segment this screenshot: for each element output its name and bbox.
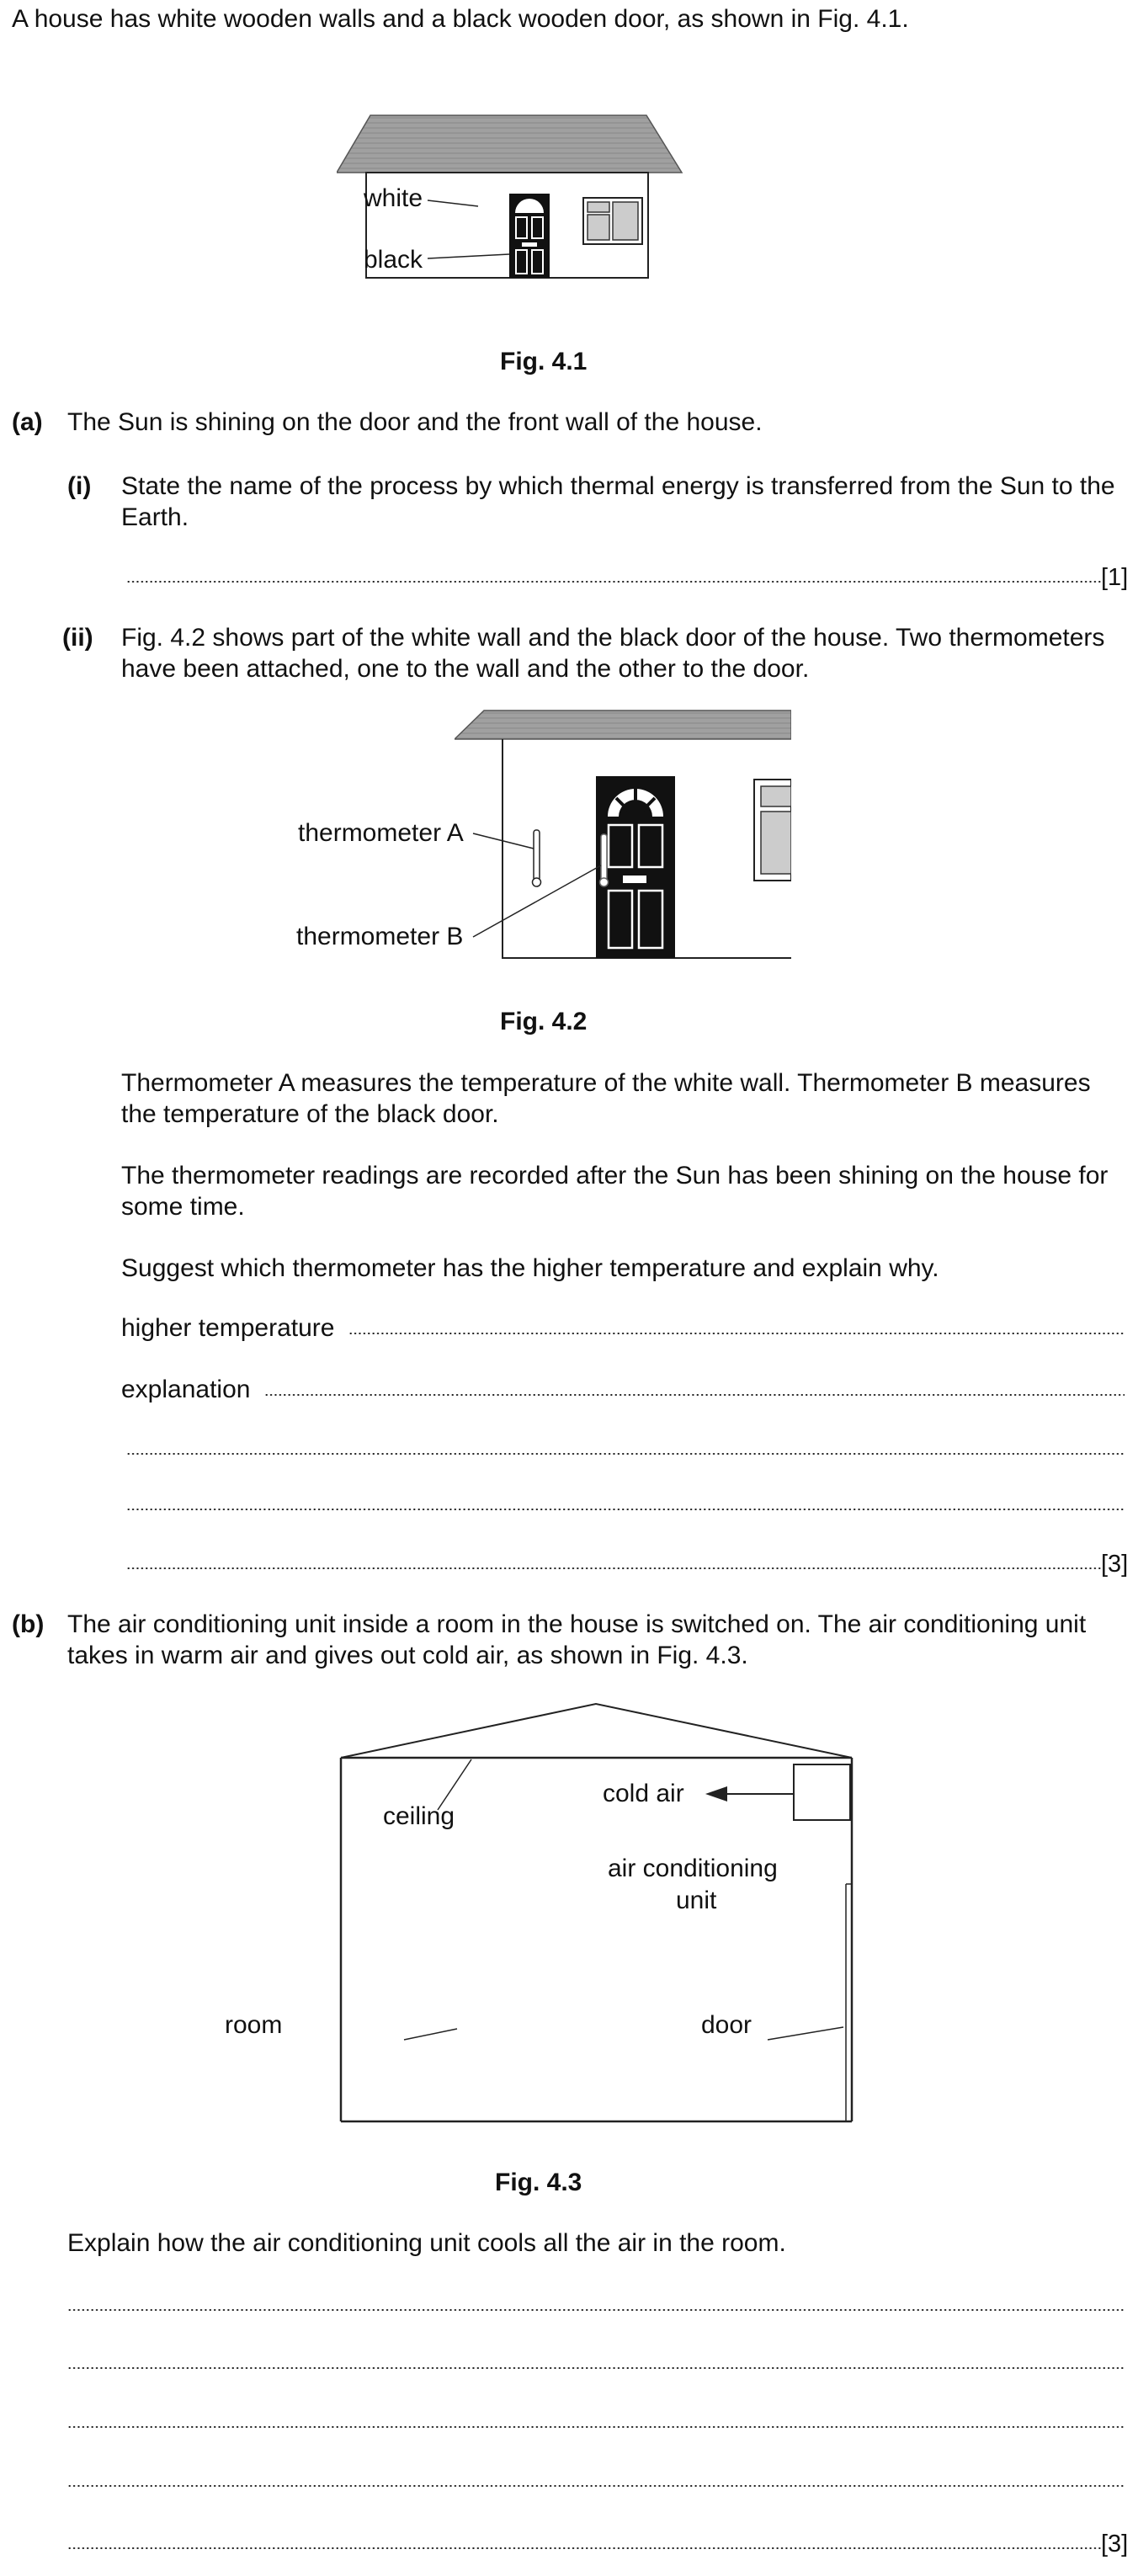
explanation-label: explanation [121, 1376, 251, 1403]
fig42-label-a: thermometer A [298, 819, 464, 847]
fig43-caption: Fig. 4.3 [495, 2169, 582, 2196]
part-a-ii-para2-line2: some time. [121, 1193, 245, 1221]
higher-temperature-label: higher temperature [121, 1314, 335, 1342]
fig42-caption: Fig. 4.2 [500, 1008, 588, 1035]
part-a-ii-line2: have been attached, one to the wall and the other to the door. [121, 655, 810, 683]
fig43-label-ceiling: ceiling [383, 1802, 455, 1830]
fig43-label-room: room [225, 2011, 283, 2039]
fig43-label-cold-air: cold air [603, 1780, 684, 1807]
part-b-label: (b) [12, 1610, 45, 1638]
air-conditioning-unit [794, 1764, 850, 1820]
fig43-label-unit-line2: unit [676, 1887, 717, 1914]
fig43-label-unit-line1: air conditioning [608, 1855, 778, 1882]
leader-door [768, 2027, 843, 2040]
mark-a-ii: [3] [1101, 1551, 1129, 1578]
mark-a-i: [1] [1101, 564, 1129, 591]
fig43-label-door: door [701, 2011, 752, 2039]
answer-line-explanation-4[interactable] [126, 1567, 1101, 1569]
part-a-ii-label: (ii) [62, 624, 93, 652]
figure-4-2 [455, 705, 791, 962]
intro-text: A house has white wooden walls and a black wooden door, as shown in Fig. 4.1. [12, 5, 909, 33]
fig42-label-b: thermometer B [296, 923, 464, 950]
leader-room [404, 2029, 457, 2040]
part-a-ii-para1-line1: Thermometer A measures the temperature of the white wall. Thermometer B measures [121, 1069, 1091, 1097]
figure-4-3 [337, 1700, 867, 2126]
answer-line-explanation-1[interactable] [264, 1394, 1125, 1396]
answer-line-b-3[interactable] [67, 2426, 1125, 2428]
wall-roof [455, 711, 791, 739]
answer-line-b-5[interactable] [67, 2547, 1101, 2549]
answer-line-b-4[interactable] [67, 2485, 1125, 2487]
part-a-i-line1: State the name of the process by which thermal energy is transferred from the Sun to the [121, 472, 1115, 500]
thermometer-b [601, 834, 607, 881]
answer-line-higher-temperature[interactable] [348, 1333, 1125, 1334]
part-b-line2: takes in warm air and gives out cold air, as shown in Fig. 4.3. [67, 1642, 748, 1669]
answer-line-a-i[interactable] [126, 581, 1101, 583]
house-roof [337, 115, 682, 173]
part-a-text: The Sun is shining on the door and the front wall of the house. [67, 408, 763, 436]
mark-b: [3] [1101, 2531, 1129, 2557]
part-a-ii-line1: Fig. 4.2 shows part of the white wall and the black door of the house. Two thermometers [121, 624, 1105, 652]
part-b-line1: The air conditioning unit inside a room in the house is switched on. The air conditioning unit [67, 1610, 1087, 1638]
answer-line-explanation-2[interactable] [126, 1453, 1125, 1455]
part-a-i-label: (i) [67, 472, 92, 500]
part-b-prompt: Explain how the air conditioning unit cools all the air in the room. [67, 2229, 786, 2257]
part-a-ii-para1-line2: the temperature of the black door. [121, 1100, 499, 1128]
fig41-caption: Fig. 4.1 [500, 348, 588, 375]
part-a-ii-para2-line1: The thermometer readings are recorded after the Sun has been shining on the house for [121, 1162, 1109, 1190]
part-a-label: (a) [12, 408, 43, 436]
thermometer-a [534, 830, 540, 881]
answer-line-b-1[interactable] [67, 2309, 1125, 2311]
answer-line-explanation-3[interactable] [126, 1509, 1125, 1510]
part-a-ii-prompt: Suggest which thermometer has the higher temperature and explain why. [121, 1254, 939, 1282]
fig41-label-black: black [364, 246, 423, 274]
fig41-label-white: white [364, 184, 423, 212]
answer-line-b-2[interactable] [67, 2367, 1125, 2369]
roof-outline [341, 1704, 852, 1758]
part-a-i-line2: Earth. [121, 503, 189, 531]
